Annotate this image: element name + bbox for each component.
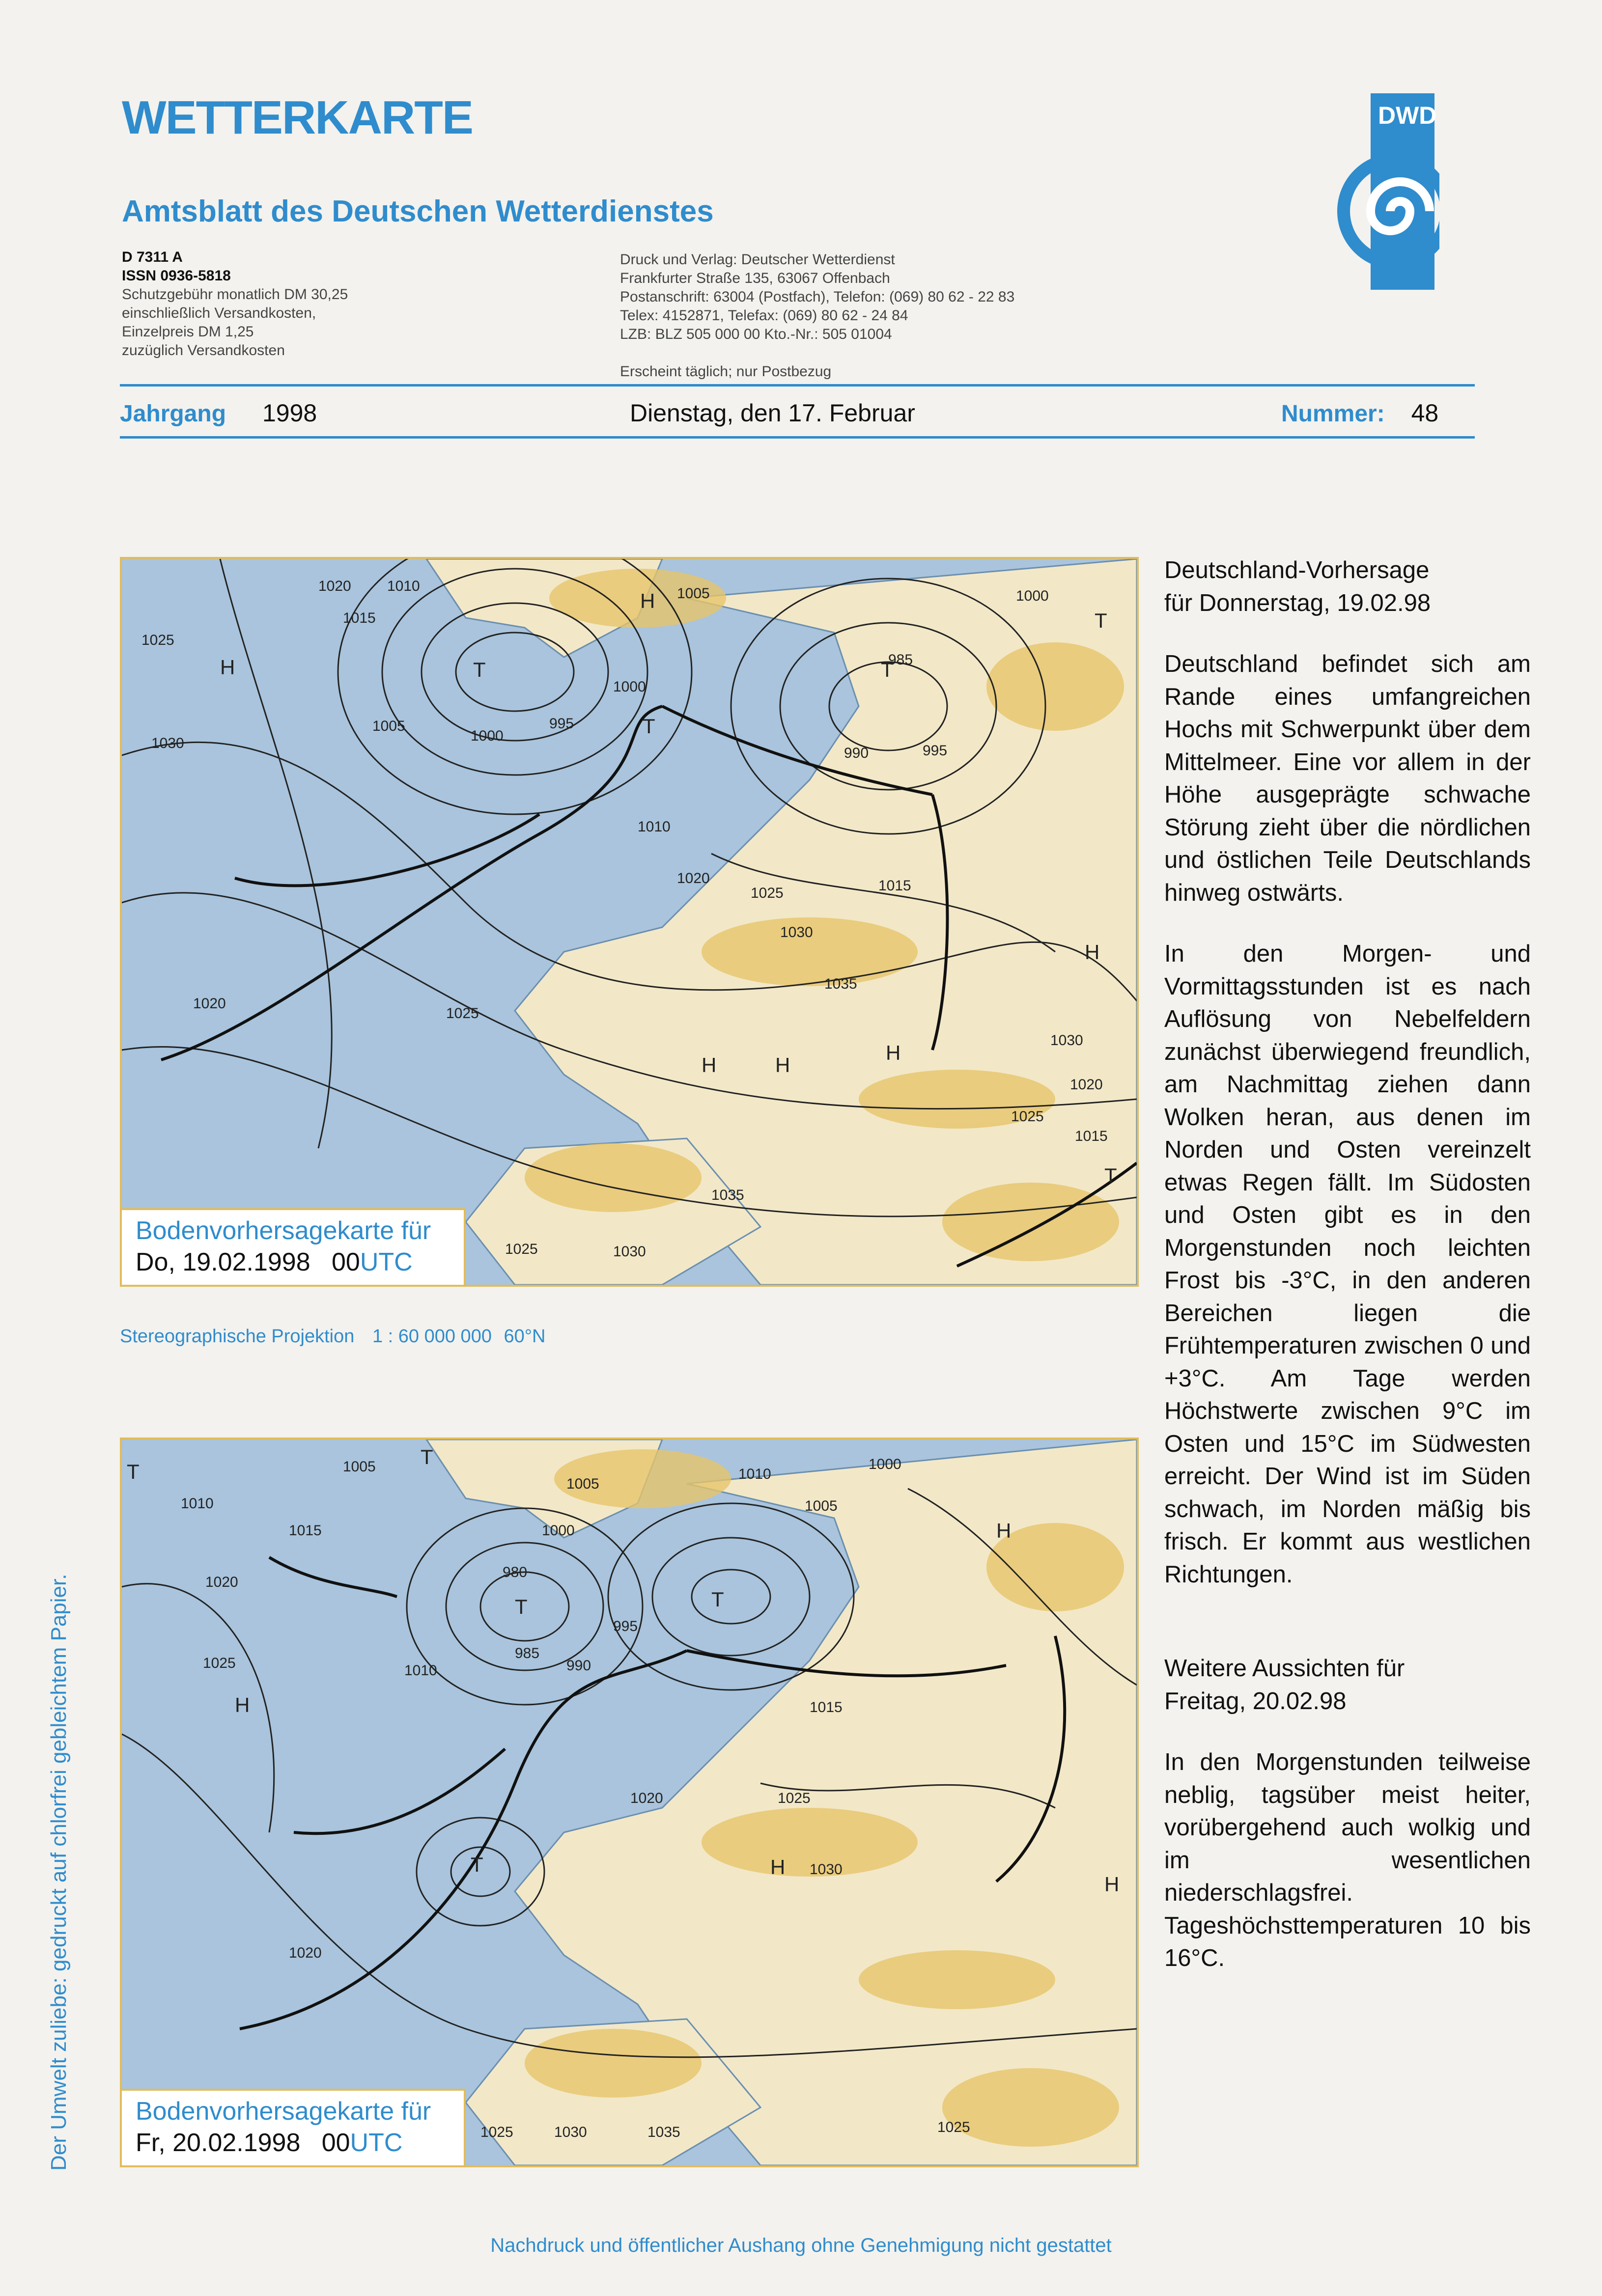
isobar-label: 1030	[151, 735, 184, 751]
isobar-label: 1030	[1050, 1032, 1083, 1049]
isobar-label: 1030	[554, 2124, 587, 2140]
logo-text: DWD	[1378, 102, 1437, 129]
isobar-label: 990	[844, 745, 869, 761]
pressure-center: T	[711, 1588, 724, 1611]
fee-line: zuzüglich Versandkosten	[122, 342, 285, 359]
isobar-label: 1000	[542, 1522, 575, 1539]
dwd-logo	[1321, 93, 1439, 300]
publication-codes	[122, 248, 348, 360]
isobar-label: 1035	[647, 2124, 680, 2140]
projection-latitude: 60°N	[504, 1326, 546, 1347]
weather-map-2	[120, 1438, 1139, 2167]
isobar-label: 1020	[205, 1574, 238, 1590]
isobar-label: 1010	[181, 1495, 214, 1512]
isobar-label: 1020	[677, 870, 710, 886]
publication-subtitle: Amtsblatt des Deutschen Wetterdienstes	[122, 194, 714, 228]
isobar-label: 1015	[343, 610, 376, 626]
isobar-label: 1025	[446, 1005, 479, 1022]
publication-title: WETTERKARTE	[122, 91, 473, 144]
publisher-info	[620, 250, 1014, 381]
pressure-center: T	[1095, 609, 1107, 632]
pressure-center: H	[235, 1693, 250, 1716]
isobar-label: 1010	[387, 578, 420, 594]
map-1-caption-title: Bodenvorhersagekarte für	[136, 1217, 431, 1245]
isobar-label: 1030	[810, 1861, 843, 1878]
isobar-label: 1010	[404, 1662, 437, 1679]
pressure-center: H	[702, 1053, 717, 1077]
pressure-center: H	[886, 1041, 901, 1064]
pressure-center: T	[127, 1460, 140, 1483]
isobar-label: 1025	[1011, 1108, 1044, 1125]
environment-note: Der Umwelt zuliebe: gedruckt auf chlorfrei gebleichtem Papier.	[47, 1574, 71, 2171]
footer-notice: Nachdruck und öffentlicher Aushang ohne Genehmigung nicht gestattet	[490, 2235, 1112, 2256]
isobar-label: 1015	[289, 1522, 322, 1539]
isobar-label: 1005	[805, 1498, 838, 1514]
number-label: Nummer:	[1281, 401, 1385, 427]
publisher-line: Erscheint täglich; nur Postbezug	[620, 363, 832, 380]
issn: ISSN 0936-5818	[122, 268, 231, 284]
map-2-caption-title: Bodenvorhersagekarte für	[136, 2097, 431, 2126]
projection-label: Stereographische Projektion	[120, 1326, 355, 1347]
map-1-caption-date	[136, 1246, 454, 1278]
isobar-label: 1025	[751, 885, 784, 901]
issue-date: Dienstag, den 17. Februar	[630, 399, 915, 427]
projection-note	[120, 1326, 545, 1347]
isobar-label: 1025	[505, 1241, 538, 1257]
projection-scale: 1 : 60 000 000	[372, 1326, 492, 1347]
publisher-line: Frankfurter Straße 135, 63067 Offenbach	[620, 270, 890, 286]
isobar-label: 1015	[878, 878, 911, 894]
pressure-center: H	[640, 589, 655, 612]
pressure-center: H	[220, 656, 235, 679]
map-2-date: Fr, 20.02.1998	[136, 2129, 301, 2157]
isobar-label: 1020	[318, 578, 351, 594]
pressure-center: H	[996, 1519, 1012, 1542]
forecast-heading-1: Deutschland-Vorhersage	[1164, 557, 1430, 583]
year-block	[120, 399, 317, 427]
isobar-label: 985	[515, 1645, 540, 1661]
isobar-label: 1020	[630, 1790, 663, 1806]
publisher-line: Telex: 4152871, Telefax: (069) 80 62 - 24 84	[620, 307, 908, 324]
map-2-drawing	[122, 1439, 1137, 2165]
isobar-label: 1035	[824, 976, 857, 992]
pressure-center: T	[473, 658, 486, 681]
isobar-label: 1000	[613, 679, 646, 695]
isobar-label: 995	[613, 1618, 638, 1634]
pressure-center: T	[515, 1595, 528, 1618]
forecast-paragraph-2: In den Morgen- und Vormittagsstunden ist es nach Auflösung von Nebelfeldern zunächst überwiegend freundlich, am Nachmittag ziehen dann Wolken heran, aus denen im Norden und Osten vereinzelt etwas Regen fällt. Im Südosten und Osten gibt es in den Morgenstunden noch leichten Frost bis -3°C, in den anderen Bereichen liegen die Frühtemperaturen zwischen 0 und +3°C. Am Tage werden Höchstwerte zwischen 9°C im Osten und 15°C im Südwesten erreicht. Der Wind ist im Süden schwach, im Norden mäßig bis frisch. Er kommt aus westlichen Richtungen.	[1164, 941, 1531, 1588]
pressure-center: H	[1085, 941, 1100, 964]
fee-line: Einzelpreis DM 1,25	[122, 324, 254, 340]
forecast-heading-1b: für Donnerstag, 19.02.98	[1164, 589, 1431, 616]
year-label: Jahrgang	[120, 401, 226, 427]
isobar-label: 1020	[193, 996, 226, 1012]
map-2-time: 00	[321, 2129, 350, 2157]
isobar-label: 1025	[480, 2124, 513, 2140]
pressure-center: T	[643, 715, 655, 738]
publisher-line: LZB: BLZ 505 000 00 Kto.-Nr.: 505 01004	[620, 326, 892, 342]
pressure-center: H	[770, 1855, 786, 1879]
pressure-center: T	[1104, 1164, 1117, 1187]
isobar-label: 1025	[141, 632, 174, 648]
isobar-label: 1030	[613, 1244, 646, 1260]
map-2-utc: UTC	[350, 2129, 403, 2157]
isobar-label: 1005	[372, 718, 405, 734]
isobar-label: 1005	[677, 585, 710, 602]
pressure-center: T	[471, 1853, 483, 1876]
forecast-paragraph-3: In den Morgenstunden teilweise neblig, tagsüber meist heiter, vorübergehend auch wolkig und im wesentlichen niederschlagsfrei. Tageshöchsttemperaturen 10 bis 16°C.	[1164, 1749, 1531, 1971]
isobar-label: 1035	[711, 1187, 744, 1203]
isobar-label: 980	[503, 1564, 528, 1580]
map-2-caption	[122, 2089, 466, 2165]
fee-line: Schutzgebühr monatlich DM 30,25	[122, 286, 348, 303]
isobar-label: 1025	[778, 1790, 811, 1806]
weather-map-1	[120, 557, 1139, 1287]
map-2-caption-date	[136, 2127, 454, 2158]
code: D 7311 A	[122, 249, 183, 265]
forecast-heading-2: Weitere Aussichten für	[1164, 1655, 1405, 1682]
isobar-label: 1015	[1075, 1128, 1108, 1144]
isobar-label: 995	[923, 743, 948, 759]
isobar-label: 1020	[1070, 1077, 1103, 1093]
pressure-center: T	[421, 1445, 433, 1468]
isobar-label: 1005	[343, 1459, 376, 1475]
isobar-label: 985	[888, 652, 913, 668]
publisher-line: Postanschrift: 63004 (Postfach), Telefon: (069) 80 62 - 22 83	[620, 289, 1015, 305]
isobar-label: 1025	[203, 1655, 236, 1671]
forecast-column	[1164, 554, 1531, 1975]
isobar-label: 1025	[937, 2119, 970, 2135]
pressure-center: T	[881, 658, 894, 681]
publisher-line: Druck und Verlag: Deutscher Wetterdienst	[620, 251, 895, 268]
publisher-spacer	[620, 344, 1014, 362]
number-block	[1281, 399, 1438, 427]
isobar-label: 990	[566, 1658, 591, 1674]
isobar-label: 1010	[638, 819, 671, 835]
map-1-caption	[122, 1208, 466, 1285]
isobar-label: 1005	[566, 1476, 599, 1492]
isobar-label: 1000	[869, 1456, 901, 1472]
isobar-label: 1000	[1016, 588, 1049, 604]
pressure-center: H	[775, 1053, 790, 1077]
forecast-heading-2b: Freitag, 20.02.98	[1164, 1687, 1347, 1715]
forecast-paragraph-1: Deutschland befindet sich am Rande eines umfangreichen Hochs mit Schwerpunkt über dem Mittelmeer. Eine vor allem in der Höhe ausgeprägte schwache Störung zieht über die nördlichen und östlichen Teile Deutschlands hinweg ostwärts.	[1164, 651, 1531, 906]
isobar-label: 1030	[780, 924, 813, 941]
map-1-utc: UTC	[360, 1248, 413, 1276]
isobar-label: 995	[549, 716, 574, 732]
header-rule-top	[120, 384, 1475, 387]
map-1-drawing	[122, 559, 1137, 1285]
map-1-time: 00	[331, 1248, 360, 1276]
isobar-label: 1000	[471, 728, 504, 744]
isobar-label: 1015	[810, 1699, 843, 1715]
isobar-label: 1010	[738, 1466, 771, 1482]
header-rule-bottom	[120, 436, 1475, 439]
number-value: 48	[1411, 399, 1439, 427]
fee-line: einschließlich Versandkosten,	[122, 305, 316, 321]
map-1-date: Do, 19.02.1998	[136, 1248, 310, 1276]
pressure-center: H	[1104, 1873, 1120, 1896]
isobar-label: 1020	[289, 1945, 322, 1961]
year-value: 1998	[262, 399, 317, 427]
